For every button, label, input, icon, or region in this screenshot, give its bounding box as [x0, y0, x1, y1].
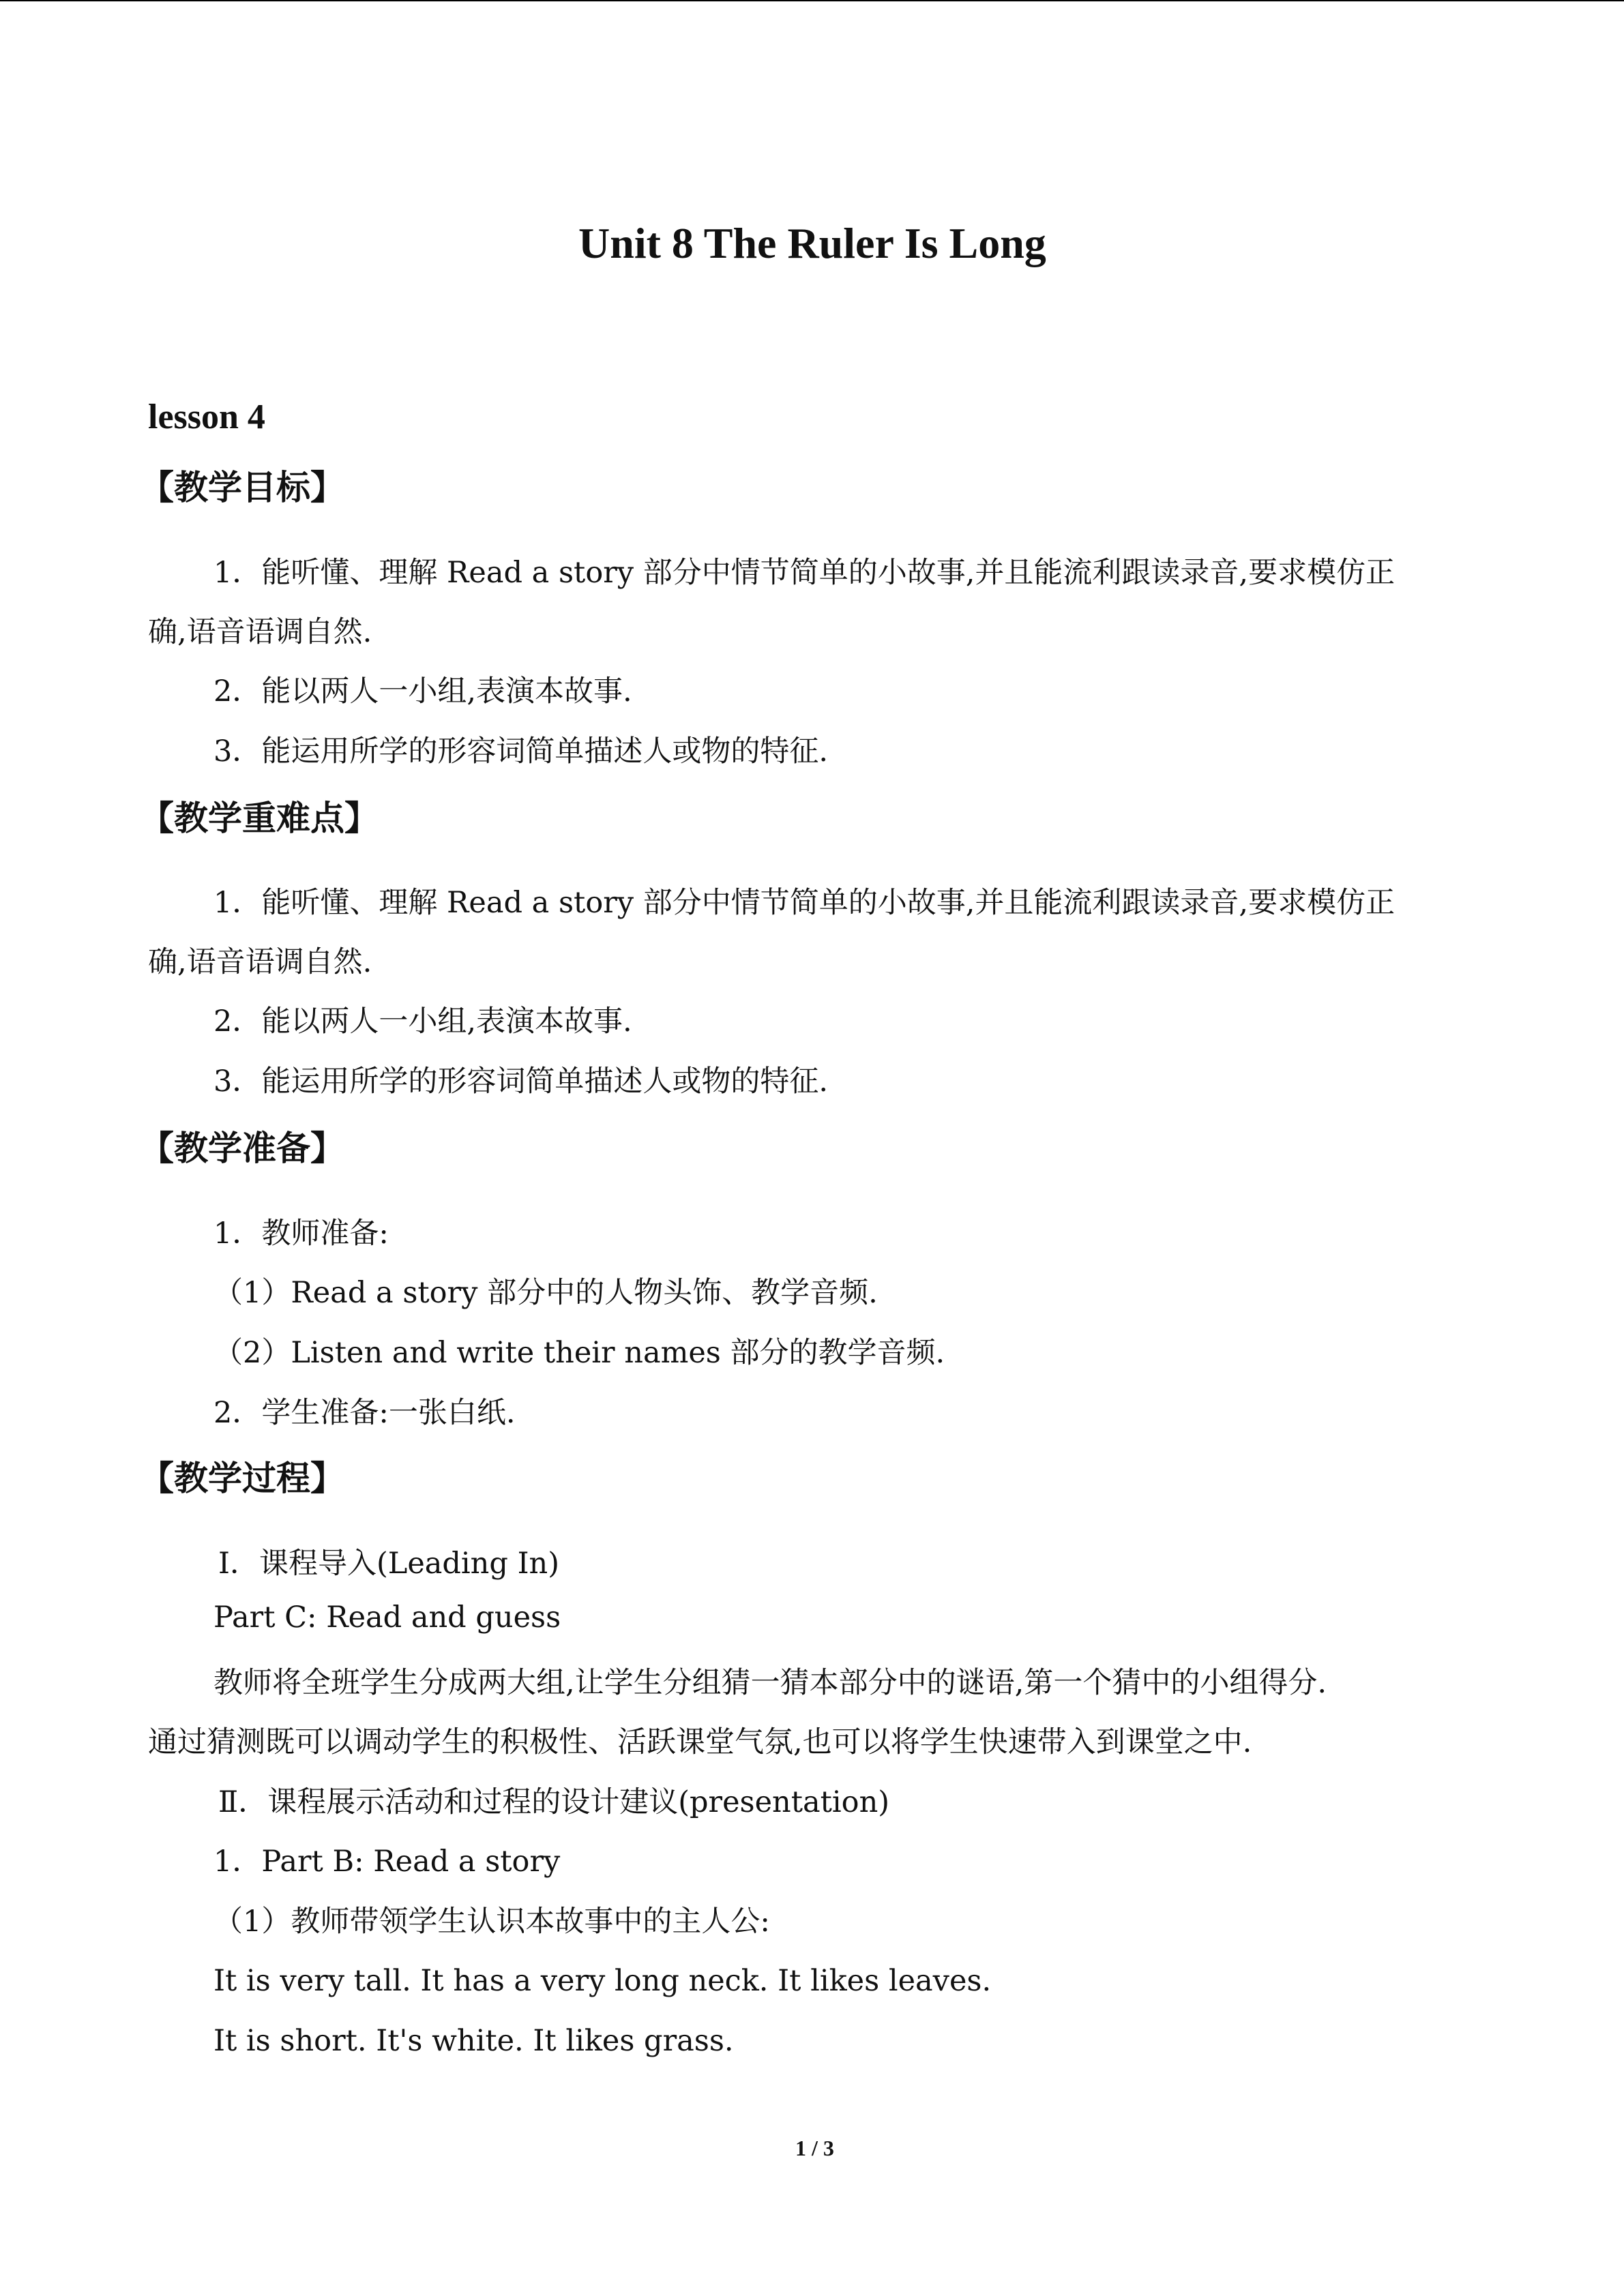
process-item: Ⅰ．课程导入(Leading In): [218, 1547, 560, 1581]
lesson-label: lesson 4: [148, 398, 265, 436]
process-item: It is short. It's white. It likes grass.: [213, 2024, 734, 2058]
process-heading: 【教学过程】: [140, 1459, 344, 1498]
preparation-heading: 【教学准备】: [140, 1129, 344, 1168]
objectives-item: 1．能听懂、理解 Read a story 部分中情节简单的小故事,并且能流利跟读录音,要求模仿正: [213, 556, 1396, 590]
preparation-item: 1．教师准备:: [213, 1217, 389, 1251]
key-points-item: 3．能运用所学的形容词简单描述人或物的特征.: [213, 1064, 829, 1099]
process-item: It is very tall. It has a very long neck. It likes leaves.: [213, 1964, 992, 1998]
key-points-heading: 【教学重难点】: [140, 799, 379, 838]
preparation-item: （2）Listen and write their names 部分的教学音频.: [213, 1336, 945, 1370]
process-item: Ⅱ．课程展示活动和过程的设计建议(presentation): [218, 1785, 890, 1819]
preparation-item: （1）Read a story 部分中的人物头饰、教学音频.: [213, 1276, 878, 1310]
document-title: Unit 8 The Ruler Is Long: [578, 219, 1046, 267]
process-item: 教师将全班学生分成两大组,让学生分组猜一猜本部分中的谜语,第一个猜中的小组得分.: [213, 1666, 1327, 1700]
preparation-item: 2．学生准备:一张白纸.: [213, 1396, 516, 1430]
key-points-item: 1．能听懂、理解 Read a story 部分中情节简单的小故事,并且能流利跟读录音,要求模仿正: [213, 886, 1396, 920]
process-item: Part C: Read and guess: [213, 1600, 561, 1635]
objectives-item: 3．能运用所学的形容词简单描述人或物的特征.: [213, 734, 829, 769]
process-item: 通过猜测既可以调动学生的积极性、活跃课堂气氛,也可以将学生快速带入到课堂之中.: [148, 1725, 1252, 1759]
objectives-item: 2．能以两人一小组,表演本故事.: [213, 674, 632, 709]
key-points-item: 确,语音语调自然.: [148, 945, 372, 979]
page-number: 1 / 3: [795, 2136, 834, 2160]
objectives-item: 确,语音语调自然.: [148, 615, 372, 649]
top-border: [0, 0, 1624, 1]
key-points-item: 2．能以两人一小组,表演本故事.: [213, 1004, 632, 1039]
process-item: （1）教师带领学生认识本故事中的主人公:: [213, 1905, 770, 1939]
objectives-heading: 【教学目标】: [140, 468, 344, 507]
process-item: 1．Part B: Read a story: [213, 1845, 561, 1879]
